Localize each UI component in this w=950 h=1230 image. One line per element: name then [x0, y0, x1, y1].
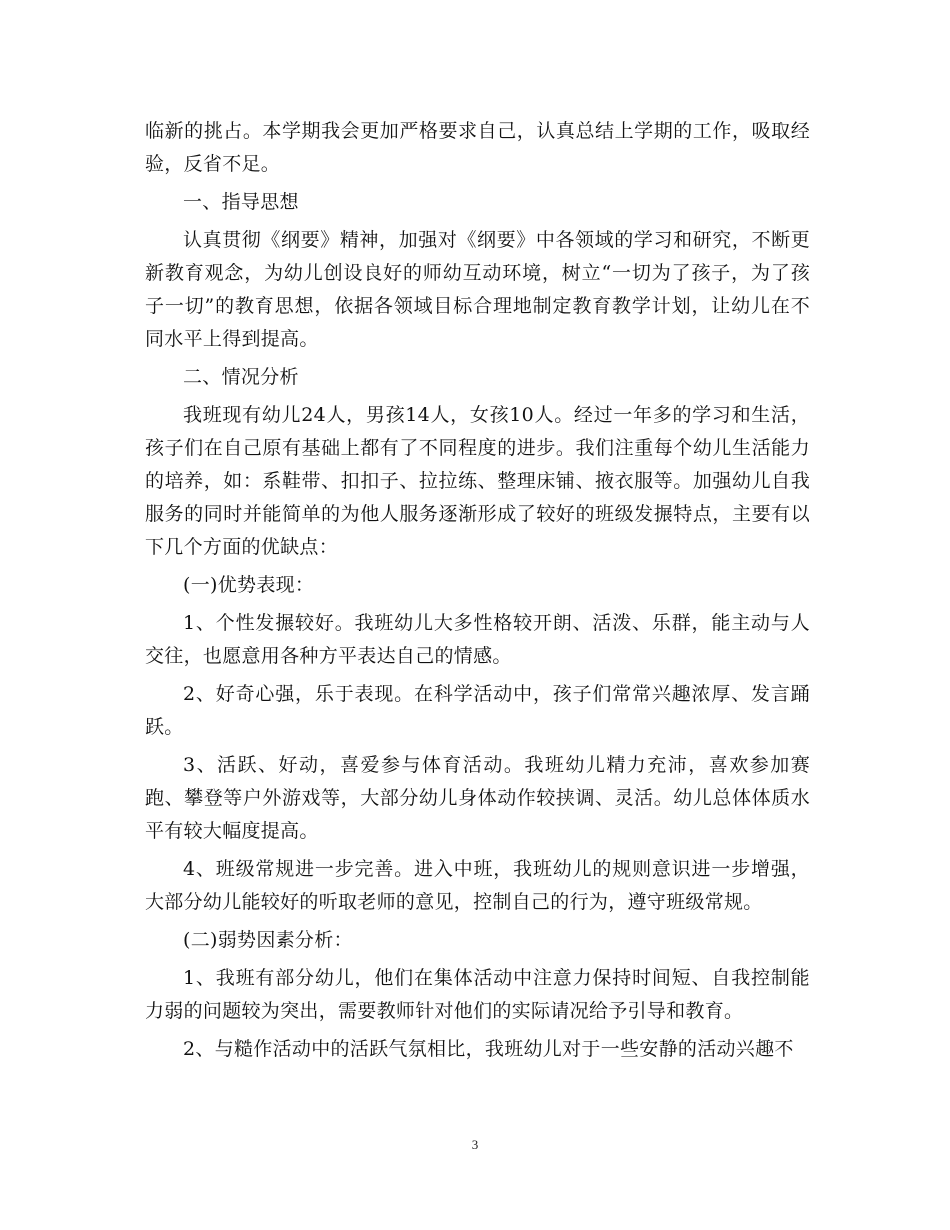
page-number: 3: [471, 1137, 479, 1152]
heading-guiding-ideology: 一、指导思想: [183, 191, 299, 213]
subheading-strengths: (一)优势表现：: [183, 574, 315, 596]
paragraph-situation-analysis: 我班现有幼儿24人，男孩14人，女孩10人。经过一年多的学习和生活，孩子们在自己原有基础上都有了不同程度的进步。我们注重每个幼儿生活能力的培养，如：系鞋带、扣扣子、拉拉练、整理床铺、掖衣服等。加强幼儿自我服务的同时并能简单的为他人服务逐渐形成了较好的班级发搌特点，主要有以下几个方面的优缺点：: [145, 404, 810, 558]
subheading-weaknesses: (二)弱势因素分析：: [183, 929, 353, 951]
list-item-strength-2: 2、好奇心强，乐于表现。在科学活动中，孩子们常常兴趣浓厚、发言踊跃。: [145, 683, 810, 738]
list-item-weakness-1: 1、我班有部分幼儿，他们在集体活动中注意力保持时间短、自我控制能力弱的问题较为突出，需要教师针对他们的实际请况给予引导和教育。: [145, 967, 810, 1022]
list-item-strength-3: 3、活跃、好动，喜爱参与体育活动。我班幼儿精力充沛，喜欢参加赛跑、攀登等户外游戏等，大部分幼儿身体动作较挟调、灵活。幼儿总体体质水平有较大幅度提高。: [145, 754, 810, 842]
paragraph-intro-continuation: 临新的挑占。本学期我会更加严格要求自己，认真总结上学期的工作，吸取经验，反省不足。: [145, 120, 810, 175]
list-item-strength-1: 1、个性发搌较好。我班幼儿大多性格较开朗、活泼、乐群，能主动与人交往，也愿意用各种方平表达自己的情感。: [145, 612, 810, 667]
list-item-strength-4: 4、班级常规进一步完善。进入中班，我班幼儿的规则意识进一步增强，大部分幼儿能较好的听取老师的意见，控制自己的行为，遵守班级常规。: [145, 858, 810, 913]
paragraph-guiding-ideology: 认真贯彻《纲要》精神，加强对《纲要》中各领域的学习和研究，不断更新教育观念，为幼儿创设良好的师幼互动环境，树立“一切为了孩子，为了孩子一切”的教育思想，依据各领域目标合理地制定教育教学计划，让幼儿在不同水平上得到提高。: [145, 229, 810, 350]
heading-situation-analysis: 二、情况分析: [183, 366, 299, 388]
list-item-weakness-2: 2、与糙作活动中的活跃气氛相比，我班幼儿对于一些安静的活动兴趣不: [183, 1038, 794, 1060]
document-body: [145, 115, 810, 1071]
